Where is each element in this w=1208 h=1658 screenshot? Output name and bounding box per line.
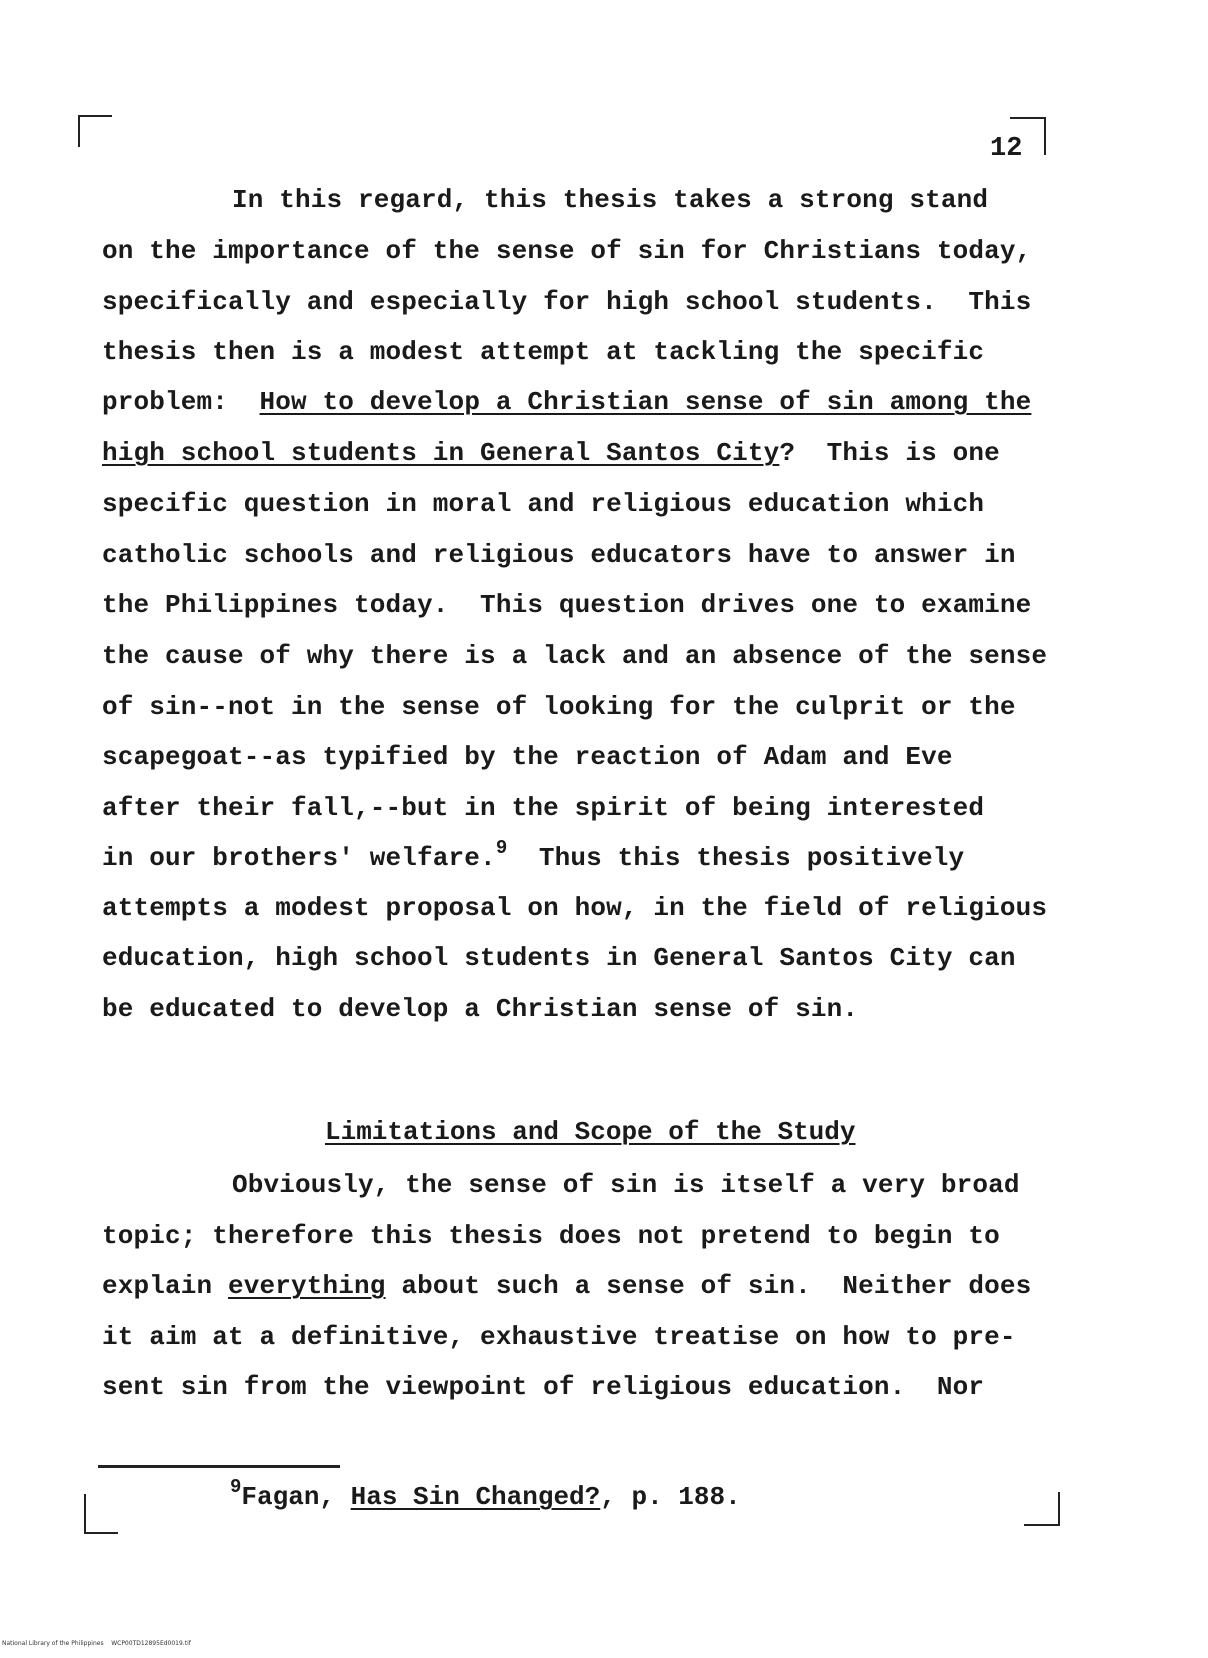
crop-mark-top-left [78,115,112,147]
line-segment-sup: 9 [495,837,508,859]
archive-label: National Library of the Philippines WCP00TD12895Ed0019.tif [2,1640,191,1647]
paragraph-1-line [102,436,1000,470]
line-segment-post: ? This is one [779,438,1000,468]
paragraph-1-line [102,385,1031,419]
paragraph-1-line: catholic schools and religious educators have to answer in [102,540,1016,570]
paragraph-1-line: on the importance of the sense of sin for Christians today, [102,236,1032,266]
crop-mark-bottom-left [84,1494,118,1534]
paragraph-2-line: sent sin from the viewpoint of religious education. Nor [102,1372,985,1402]
paragraph-1-line: the cause of why there is a lack and an absence of the sense [102,641,1048,671]
paragraph-2-line: Obviously, the sense of sin is itself a very broad [232,1170,1020,1200]
line-segment-pre: problem: [102,387,260,417]
line-segment-post: Thus this thesis positively [507,843,965,873]
paragraph-1-line: scapegoat--as typified by the reaction of Adam and Eve [102,742,953,772]
paragraph-1-line: of sin--not in the sense of looking for the culprit or the [102,692,1016,722]
line-segment-pre: explain [102,1271,229,1301]
footnote-pages: , p. 188. [600,1482,741,1512]
paragraph-1-line: In this regard, this thesis takes a strong stand [232,185,989,215]
paragraph-1-line: the Philippines today. This question drives one to examine [102,590,1032,620]
line-segment-pre: in our brothers' welfare. [102,843,496,873]
paragraph-2-line: it aim at a definitive, exhaustive treatise on how to pre- [102,1322,1016,1352]
line-segment-ul: everything [228,1271,386,1301]
crop-mark-bottom-right [1024,1492,1060,1526]
paragraph-1-line: education, high school students in General Santos City can [102,943,1016,973]
line-segment-ul: How to develop a Christian sense of sin among the [259,387,1032,417]
paragraph-1-line: attempts a modest proposal on how, in the field of religious [102,893,1048,923]
paragraph-1-line: specifically and especially for high school students. This [102,287,1032,317]
paragraph-1-line: specific question in moral and religious education which [102,489,985,519]
paragraph-1-line: after their fall,--but in the spirit of being interested [102,793,985,823]
line-segment-ul: high school students in General Santos City [102,438,780,468]
footnote-number: 9 [230,1476,242,1498]
section-heading: Limitations and Scope of the Study [325,1117,856,1147]
footnote-author: Fagan, [241,1482,351,1512]
footnote-title: Has Sin Changed? [350,1482,601,1512]
paragraph-2-line [102,1269,1031,1303]
line-segment-post: about such a sense of sin. Neither does [385,1271,1032,1301]
paragraph-1-line: be educated to develop a Christian sense of sin. [102,994,859,1024]
paragraph-1-line: thesis then is a modest attempt at tackling the specific [102,337,985,367]
footnote [230,1476,741,1514]
paragraph-2-line: topic; therefore this thesis does not pretend to begin to [102,1221,1000,1251]
page-number: 12 [990,134,1023,164]
paragraph-1-line [102,837,965,875]
footnote-rule [98,1465,340,1468]
